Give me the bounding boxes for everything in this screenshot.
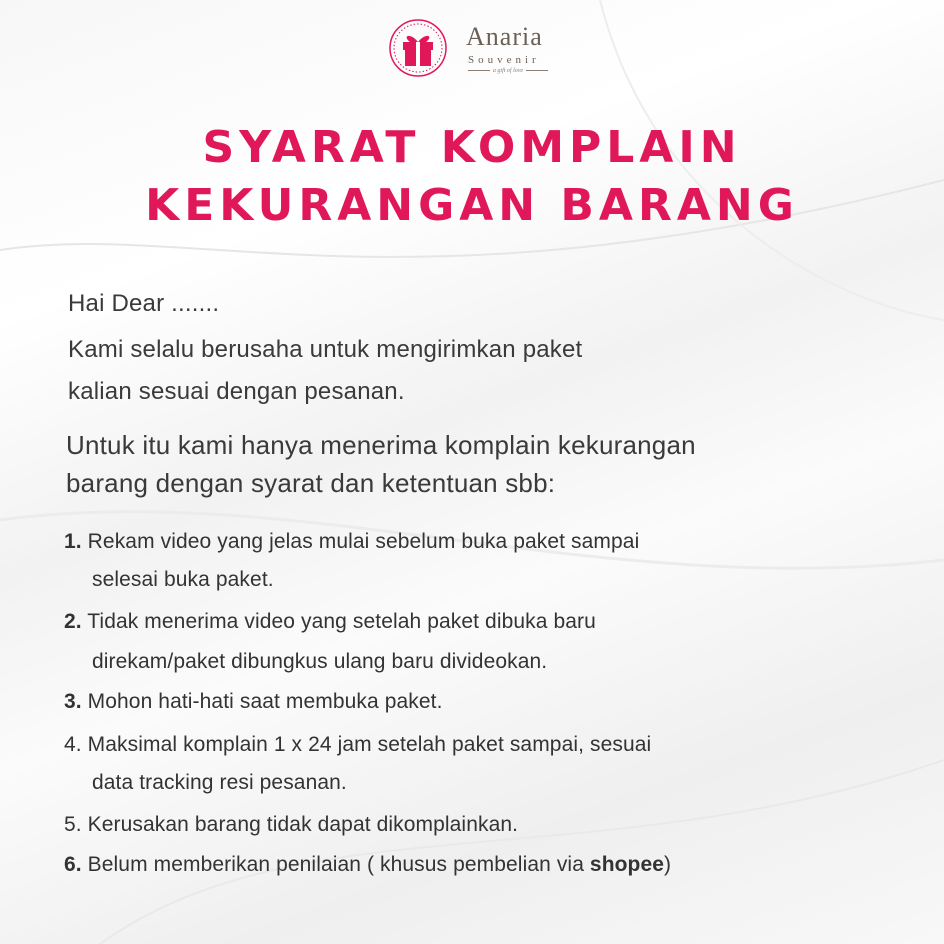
brand-sub: Souvenir: [468, 54, 540, 66]
requirement-number: 4.: [64, 733, 82, 756]
requirement-text: Kerusakan barang tidak dapat dikomplainkan.: [87, 813, 519, 836]
requirement-2-cont: direkam/paket dibungkus ulang baru divideokan.: [92, 650, 548, 673]
requirement-6: [64, 853, 671, 877]
brand-name: Anaria: [466, 22, 543, 51]
greeting-line-3: kalian sesuai dengan pesanan.: [68, 378, 405, 405]
requirement-number: 3.: [64, 690, 82, 713]
gift-box-icon: [388, 18, 448, 78]
requirement-4: [64, 733, 651, 757]
requirement-number: 6.: [64, 853, 82, 876]
requirement-2: [64, 610, 596, 634]
shopee-emphasis: shopee: [589, 853, 665, 876]
greeting-line-2: Kami selalu berusaha untuk mengirimkan paket: [68, 336, 583, 363]
title-line-1: SYARAT KOMPLAIN: [202, 122, 742, 173]
requirement-4-cont: data tracking resi pesanan.: [92, 771, 347, 794]
requirement-text: Rekam video yang jelas mulai sebelum buka paket sampai: [87, 530, 640, 553]
requirement-text: Belum memberikan penilaian ( khusus pembelian via: [87, 853, 584, 876]
requirement-text: Tidak menerima video yang setelah paket dibuka baru: [87, 610, 596, 633]
title-line-2: KEKURANGAN BARANG: [145, 180, 799, 231]
requirement-suffix: ): [664, 853, 672, 876]
requirement-text: Maksimal komplain 1 x 24 jam setelah paket sampai, sesuai: [87, 733, 652, 756]
requirement-1-cont: selesai buka paket.: [92, 568, 274, 591]
requirement-3: [64, 690, 443, 714]
requirement-number: 1.: [64, 530, 82, 553]
requirement-1: [64, 530, 639, 554]
intro-line-2: barang dengan syarat dan ketentuan sbb:: [66, 468, 556, 498]
requirement-text: Mohon hati-hati saat membuka paket.: [87, 690, 443, 713]
requirement-number: 2.: [64, 610, 82, 633]
requirement-5: [64, 813, 518, 837]
intro-line-1: Untuk itu kami hanya menerima komplain kekurangan: [66, 430, 696, 460]
brand-logo: [388, 18, 568, 84]
requirement-number: 5.: [64, 813, 82, 836]
greeting-line-1: Hai Dear .......: [68, 290, 220, 317]
brand-tagline: a gift of love: [462, 68, 554, 74]
